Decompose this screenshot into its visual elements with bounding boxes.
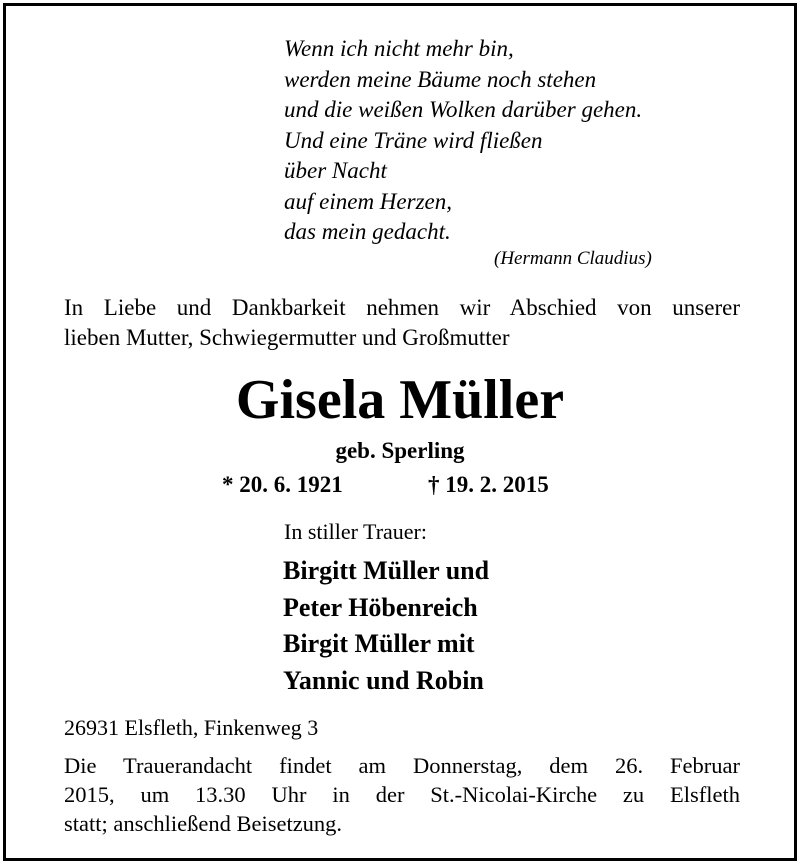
mourner-name: Birgitt Müller und bbox=[283, 556, 490, 585]
mourners-label: In stiller Trauer: bbox=[284, 519, 427, 544]
address: 26931 Elsfleth, Finkenweg 3 bbox=[64, 715, 319, 740]
poem-line: und die weißen Wolken darüber gehen. bbox=[284, 97, 643, 122]
poem-line: Und eine Träne wird fließen bbox=[284, 127, 543, 153]
poem bbox=[284, 34, 642, 248]
service-line: statt; anschließend Beisetzung. bbox=[64, 811, 343, 836]
death-date: † 19. 2. 2015 bbox=[428, 472, 549, 497]
mourner-name: Peter Höbenreich bbox=[283, 592, 478, 622]
mourners-list bbox=[283, 553, 489, 699]
service-line: Die Trauerandacht findet am Donnerstag, dem 26. Februar bbox=[64, 753, 740, 778]
poem-line: das mein gedacht. bbox=[284, 219, 451, 244]
mourner-name: Birgit Müller mit bbox=[283, 629, 475, 658]
maiden-name: geb. Sperling bbox=[335, 438, 465, 463]
poem-line: auf einem Herzen, bbox=[284, 188, 452, 214]
poem-line: werden meine Bäume noch stehen bbox=[284, 66, 597, 92]
deceased-name: Gisela Müller bbox=[235, 369, 565, 431]
intro-line: In Liebe und Dankbarkeit nehmen wir Abschied von unserer bbox=[64, 295, 740, 320]
mourner-name: Yannic und Robin bbox=[283, 665, 484, 695]
intro-line: lieben Mutter, Schwiegermutter und Großmutter bbox=[64, 325, 510, 350]
poem-line: über Nacht bbox=[284, 158, 387, 183]
birth-date: * 20. 6. 1921 bbox=[222, 472, 343, 497]
service-info bbox=[64, 751, 740, 838]
intro-text bbox=[64, 293, 740, 353]
poem-author: (Hermann Claudius) bbox=[494, 248, 652, 269]
service-line: 2015, um 13.30 Uhr in der St.-Nicolai-Kirche zu Elsfleth bbox=[64, 782, 740, 807]
poem-line: Wenn ich nicht mehr bin, bbox=[284, 36, 514, 61]
